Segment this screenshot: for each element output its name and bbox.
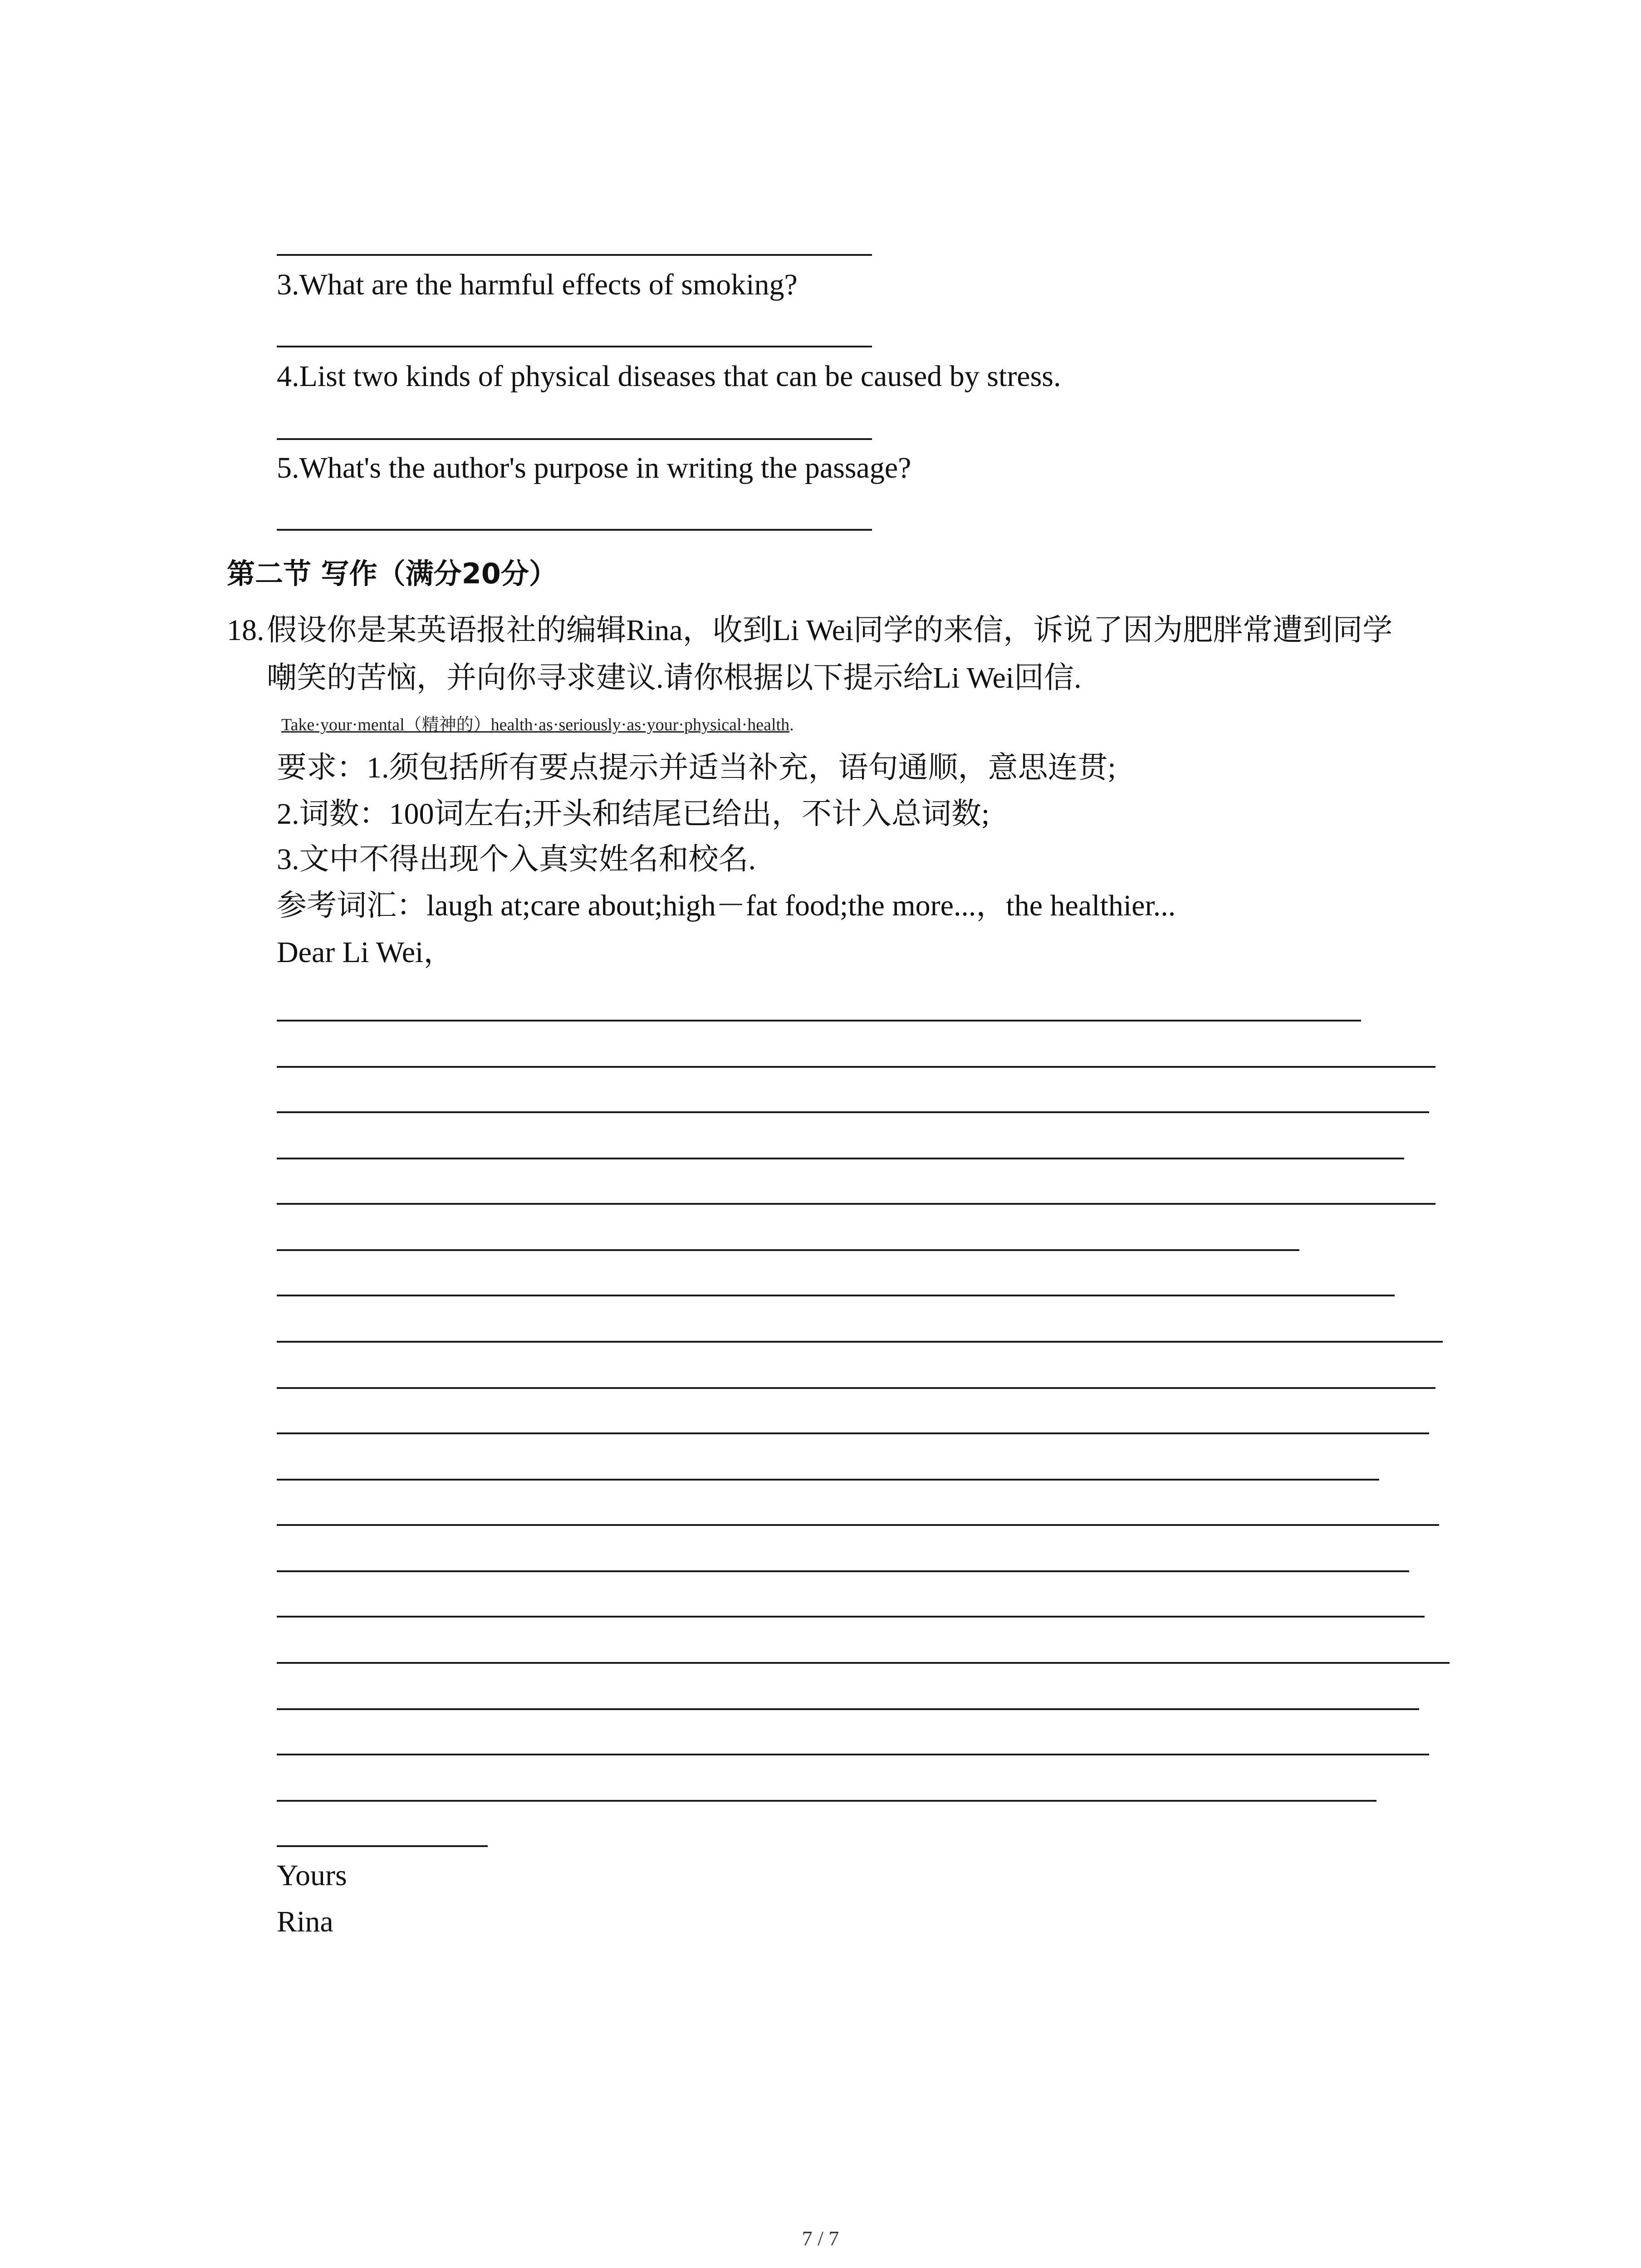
hint-text: Take·your·mental（精神的）health·as·seriously·as·your·physical·health — [281, 715, 790, 734]
writing-line[interactable] — [277, 1800, 1376, 1802]
writing-line[interactable] — [277, 1432, 1429, 1434]
question-4: 4.List two kinds of physical diseases that can be caused by stress. — [277, 360, 1061, 393]
answer-line-3[interactable] — [277, 346, 872, 347]
hint — [281, 712, 794, 738]
task-number: 18. — [227, 614, 265, 647]
requirement-3: 3.文中不得出现个入真实姓名和校名. — [277, 843, 756, 876]
writing-line[interactable] — [277, 1662, 1450, 1664]
hint-end: . — [789, 715, 794, 734]
writing-line[interactable] — [277, 1249, 1299, 1251]
page-number: 7 / 7 — [802, 2227, 839, 2250]
writing-line[interactable] — [277, 1479, 1379, 1481]
writing-line[interactable] — [277, 1570, 1409, 1572]
writing-line[interactable] — [277, 1295, 1395, 1296]
answer-line-4[interactable] — [277, 438, 872, 440]
writing-line[interactable] — [277, 1020, 1361, 1022]
requirement-1: 要求：1.须包括所有要点提示并适当补充，语句通顺，意思连贯; — [277, 751, 1116, 784]
question-3: 3.What are the harmful effects of smoking? — [277, 268, 798, 301]
question-5: 5.What's the author's purpose in writing the passage? — [277, 451, 911, 484]
writing-line[interactable] — [277, 1203, 1435, 1205]
requirement-2: 2.词数：100词左右;开头和结尾已给出，不计入总词数; — [277, 797, 990, 831]
letter-signature: Rina — [277, 1905, 333, 1938]
writing-line[interactable] — [277, 1066, 1435, 1068]
letter-greeting: Dear Li Wei， — [277, 936, 454, 969]
answer-line-2[interactable] — [277, 254, 872, 256]
section-title: 第二节 写作（满分20分） — [227, 557, 557, 590]
writing-line[interactable] — [277, 1708, 1419, 1710]
reference-vocabulary: 参考词汇：laugh at;care about;high－fat food;the more...，the healthier... — [277, 889, 1176, 922]
writing-line[interactable] — [277, 1387, 1435, 1389]
task-prompt-line1: 假设你是某英语报社的编辑Rina，收到Li Wei同学的来信，诉说了因为肥胖常遭到同学 — [267, 614, 1393, 647]
writing-line[interactable] — [277, 1524, 1439, 1526]
writing-line[interactable] — [277, 1158, 1404, 1159]
writing-line[interactable] — [277, 1616, 1425, 1618]
letter-closing: Yours — [277, 1859, 347, 1892]
answer-line-5[interactable] — [277, 529, 872, 531]
task-prompt-line2: 嘲笑的苦恼，并向你寻求建议.请你根据以下提示给Li Wei回信. — [267, 661, 1082, 694]
writing-line[interactable] — [277, 1341, 1443, 1343]
writing-line[interactable] — [277, 1111, 1429, 1113]
writing-line-short[interactable] — [277, 1845, 488, 1847]
writing-line[interactable] — [277, 1754, 1429, 1755]
